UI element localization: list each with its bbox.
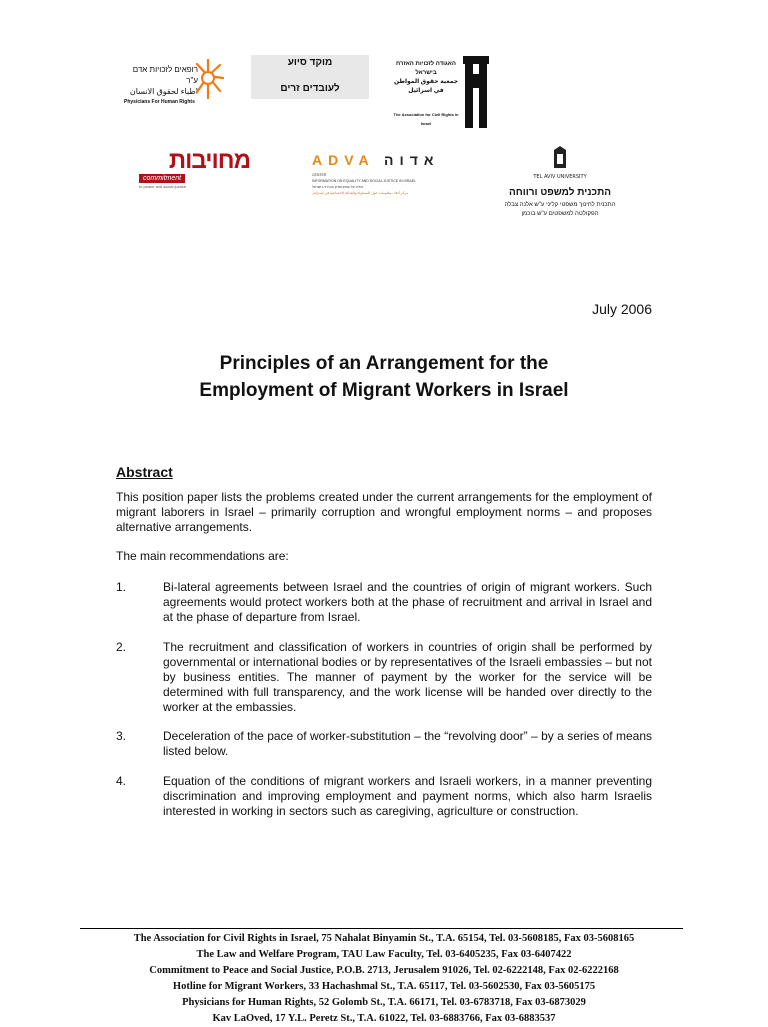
adva-subtitle-english: INFORMATION ON EQUALITY AND SOCIAL JUSTICE IN ISRAEL <box>312 179 416 183</box>
document-date: July 2006 <box>592 301 652 317</box>
adva-wordmark <box>312 150 442 170</box>
adva-subtitle <box>312 172 442 196</box>
footer-line: The Law and Welfare Program, TAU Law Faculty, Tel. 03-6405235, Fax 03-6407422 <box>196 949 572 960</box>
adva-subtitle-hebrew: מידע על שוויון וצדק חברתי בישראל <box>312 185 363 189</box>
acri-hebrew-name: האגודה לזכויות האזרח בישראל <box>396 61 456 76</box>
recommendation-text: Equation of the conditions of migrant workers and Israeli workers, in a manner preventing discrimination and improving employment and payment norms, which also harm Israelis interested in working in sectors such as caregiving, agriculture or construction. <box>163 774 652 818</box>
recommendation-number: 1. <box>116 580 127 594</box>
footer-line: The Association for Civil Rights in Israel, 75 Nahalat Binyamin St., T.A. 65154, Tel. 03-5608185, Fax 03-5608165 <box>133 933 635 944</box>
abstract-paragraph: This position paper lists the problems created under the current arrangements for the employment of migrant laborers in Israel – primarily corruption and wrongful employment norms – and proposes alternative arrangements. <box>116 490 652 534</box>
footer-line: Kav LaOved, 17 Y.L. Peretz St., T.A. 61022, Tel. 03-6883766, Fax 03-6883537 <box>212 1013 556 1024</box>
adva-center-logo <box>312 146 442 204</box>
law-welfare-title: התכנית למשפט ורווחה <box>508 187 612 198</box>
tau-seal-text: TEL AVIV UNIVERSITY <box>533 174 587 180</box>
title-line-2: Employment of Migrant Workers in Israel <box>199 380 569 401</box>
adva-latin-name: ADVA <box>312 152 375 168</box>
abstract-heading: Abstract <box>116 464 173 480</box>
footer-line: Commitment to Peace and Social Justice, P.O.B. 2713, Jerusalem 91026, Tel. 02-6222148, Fax 02-6222168 <box>149 965 619 976</box>
phr-arabic-name: اطباء لحقوق الانسان <box>129 87 198 96</box>
adva-center-label: CENTER <box>312 173 327 177</box>
footer-contacts <box>60 931 708 1027</box>
law-welfare-program-logo <box>484 142 636 220</box>
footer-divider <box>80 928 683 929</box>
title-line-1: Principles of an Arrangement for the <box>219 353 549 374</box>
law-welfare-subtitle-2: הפקולטה למשפטים ע"ש בוכמן <box>521 211 599 217</box>
recommendations-lead: The main recommendations are: <box>116 549 289 563</box>
recommendation-text: Deceleration of the pace of worker-substitution – the “revolving door” – by a series of means listed below. <box>163 729 652 758</box>
phr-english-name: Physicians For Human Rights <box>124 99 195 105</box>
commitment-logo <box>137 148 250 192</box>
acri-logo-text <box>393 60 459 128</box>
acri-arabic-name: جمعية حقوق المواطن في اسرائيل <box>393 79 459 94</box>
recommendation-number: 2. <box>116 640 127 654</box>
tau-seal-icon <box>524 144 596 184</box>
acri-english-name: The Association for Civil Rights in Israel <box>393 112 459 126</box>
footer-line: Hotline for Migrant Workers, 33 Hachashmal St., T.A. 65117, Tel. 03-5602530, Fax 03-5605175 <box>172 981 596 992</box>
hotline-migrant-workers-logo <box>251 55 369 99</box>
adva-subtitle-arabic: مركز أدفا - معلومات حول المساواة والعدالة الاجتماعية في إسرائيل <box>312 191 409 195</box>
hotline-line-2: לעובדים זרים <box>280 83 340 94</box>
commitment-hebrew-name: מחויבות <box>168 147 250 174</box>
commitment-subtitle: to peace and social justice <box>139 184 186 189</box>
adva-hebrew-name: אדוה <box>384 152 440 168</box>
recommendation-text: Bi-lateral agreements between Israel and the countries of origin of migrant workers. Such agreements would protect workers both at the phase of recruitment and arrival in Israel and at the phase of departure from Israel. <box>163 580 652 624</box>
law-welfare-subtitle-1: התכנית לחינוך משפטי קליני ע"ש אלנה צבלה <box>504 202 616 208</box>
physicians-for-human-rights-logo <box>124 56 224 112</box>
document-title <box>0 350 768 404</box>
phr-hebrew-name: רופאים לזכויות אדם ע"ר <box>132 65 198 85</box>
recommendation-text: The recruitment and classification of workers in countries of origin shall be performed by governmental or international bodies or by representatives of the Israeli embassies – but not by business entities. The manner of payment by the worker for the service will be determined with full transparency, and the work license will be handed over directly to the worker at the embassies. <box>163 640 652 714</box>
acri-logo <box>393 52 499 132</box>
commitment-english-name: commitment <box>139 174 185 183</box>
acri-emblem-icon <box>461 54 491 130</box>
phr-logo-text <box>124 64 198 108</box>
footer-line: Physicians for Human Rights, 52 Golomb St., T.A. 66171, Tel. 03-6783718, Fax 03-6873029 <box>182 997 586 1008</box>
sun-icon <box>194 56 224 112</box>
recommendation-number: 3. <box>116 729 127 743</box>
hotline-line-1: מוקד סיוע <box>287 57 333 68</box>
recommendation-number: 4. <box>116 774 127 788</box>
